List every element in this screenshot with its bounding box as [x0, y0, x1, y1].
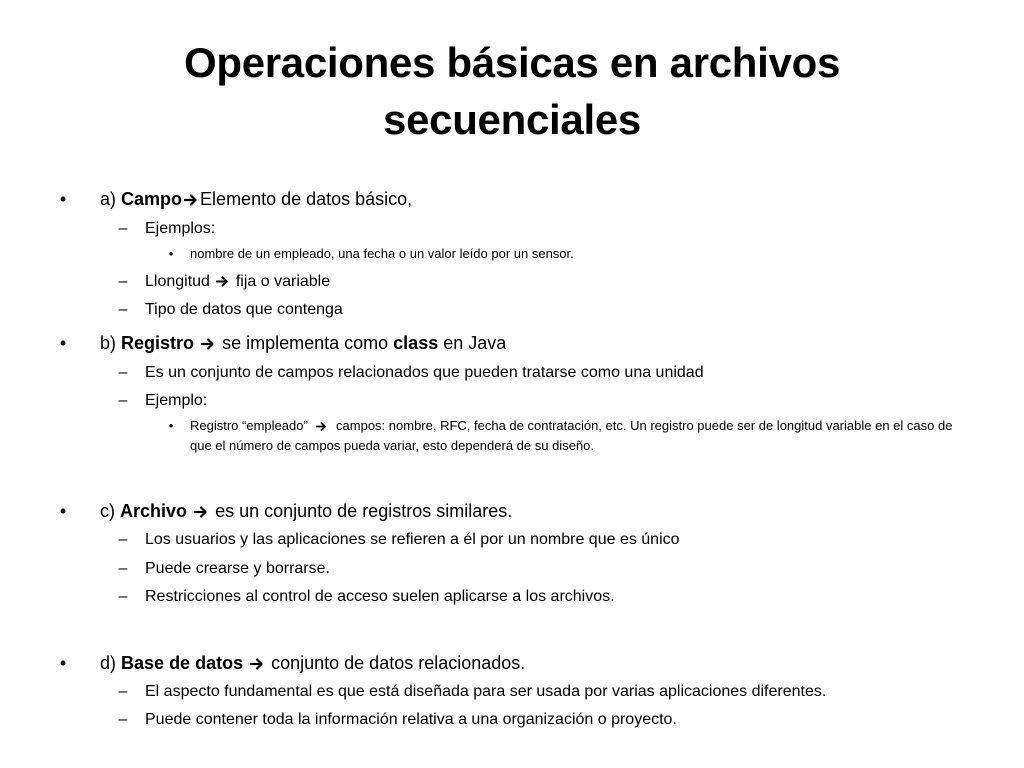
dash-marker: – — [118, 273, 128, 290]
list-item-longitud — [145, 271, 330, 293]
list-item-ejemplo-campo: nombre de un empleado, una fecha o un valor leído por un sensor. — [190, 246, 574, 261]
bullet-marker: • — [59, 333, 67, 353]
right-arrow-icon — [250, 657, 264, 671]
term-archivo: Archivo — [120, 501, 188, 521]
list-item-bd-aspecto: El aspecto fundamental es que está diseñada para ser usada por varias aplicaciones diferentes. — [145, 683, 827, 700]
right-arrow-icon — [194, 505, 208, 519]
term-registro: Registro — [121, 333, 195, 353]
bullet-marker: • — [168, 418, 174, 433]
dash-marker: – — [118, 531, 128, 548]
longitud-label: Llongitud — [145, 273, 210, 290]
bullet-marker: • — [59, 653, 67, 673]
right-arrow-icon — [216, 275, 229, 288]
ejemplo-registro-post: campos: nombre, RFC, fecha de contratación, etc. Un registro puede ser de longitud variable en el caso de que el número de campos pueda variar, esto dependerá de su diseño. — [190, 418, 953, 453]
slide-title-line-2: secuenciales — [383, 96, 641, 143]
list-item-ejemplo: Ejemplo: — [145, 392, 208, 409]
bullet-marker: • — [59, 189, 67, 209]
list-item-tipo: Tipo de datos que contenga — [145, 301, 343, 318]
item-prefix: b) — [100, 333, 117, 353]
list-item-bd-contenido: Puede contener toda la información relativa a una organización o proyecto. — [145, 711, 677, 728]
dash-marker: – — [118, 711, 128, 728]
term-base-de-datos: Base de datos — [121, 653, 244, 673]
dash-marker: – — [118, 364, 128, 381]
list-item-registro-def: Es un conjunto de campos relacionados que pueden tratarse como una unidad — [145, 364, 704, 381]
dash-marker: – — [118, 560, 128, 577]
item-prefix: c) — [100, 501, 115, 521]
list-item-archivo-nombre: Los usuarios y las aplicaciones se refieren a él por un nombre que es único — [145, 531, 680, 548]
item-prefix: d) — [100, 653, 117, 673]
dash-marker: – — [118, 392, 128, 409]
dash-marker: – — [118, 588, 128, 605]
slide-title-line-1: Operaciones básicas en archivos — [183, 39, 841, 86]
list-item-ejemplo-registro — [190, 416, 960, 456]
definition-campo: Elemento de datos básico, — [200, 189, 413, 209]
definition-base-de-datos: conjunto de datos relacionados. — [271, 653, 526, 673]
bullet-marker: • — [59, 501, 67, 521]
right-arrow-icon — [201, 337, 215, 351]
list-item-archivo — [100, 498, 512, 524]
dash-marker: – — [118, 220, 128, 237]
term-campo: Campo — [121, 189, 183, 209]
longitud-value: fija o variable — [235, 273, 331, 290]
dash-marker: – — [118, 301, 128, 318]
list-item-ejemplos: Ejemplos: — [145, 220, 216, 237]
right-arrow-icon — [184, 193, 198, 207]
list-item-archivo-acceso: Restricciones al control de acceso suelen aplicarse a los archivos. — [145, 588, 615, 605]
bullet-marker: • — [168, 246, 174, 261]
definition-registro-post: en Java — [443, 333, 507, 353]
definition-registro-class: class — [393, 333, 439, 353]
definition-registro-pre: se implementa como — [222, 333, 389, 353]
list-item-base-de-datos — [100, 650, 525, 676]
ejemplo-registro-pre: Registro “empleado” — [190, 418, 308, 433]
item-prefix: a) — [100, 189, 117, 209]
list-item-registro — [100, 330, 506, 356]
right-arrow-icon — [316, 421, 327, 432]
definition-archivo: es un conjunto de registros similares. — [215, 501, 513, 521]
list-item-campo — [100, 186, 412, 212]
list-item-archivo-crear: Puede crearse y borrarse. — [145, 560, 330, 577]
dash-marker: – — [118, 683, 128, 700]
